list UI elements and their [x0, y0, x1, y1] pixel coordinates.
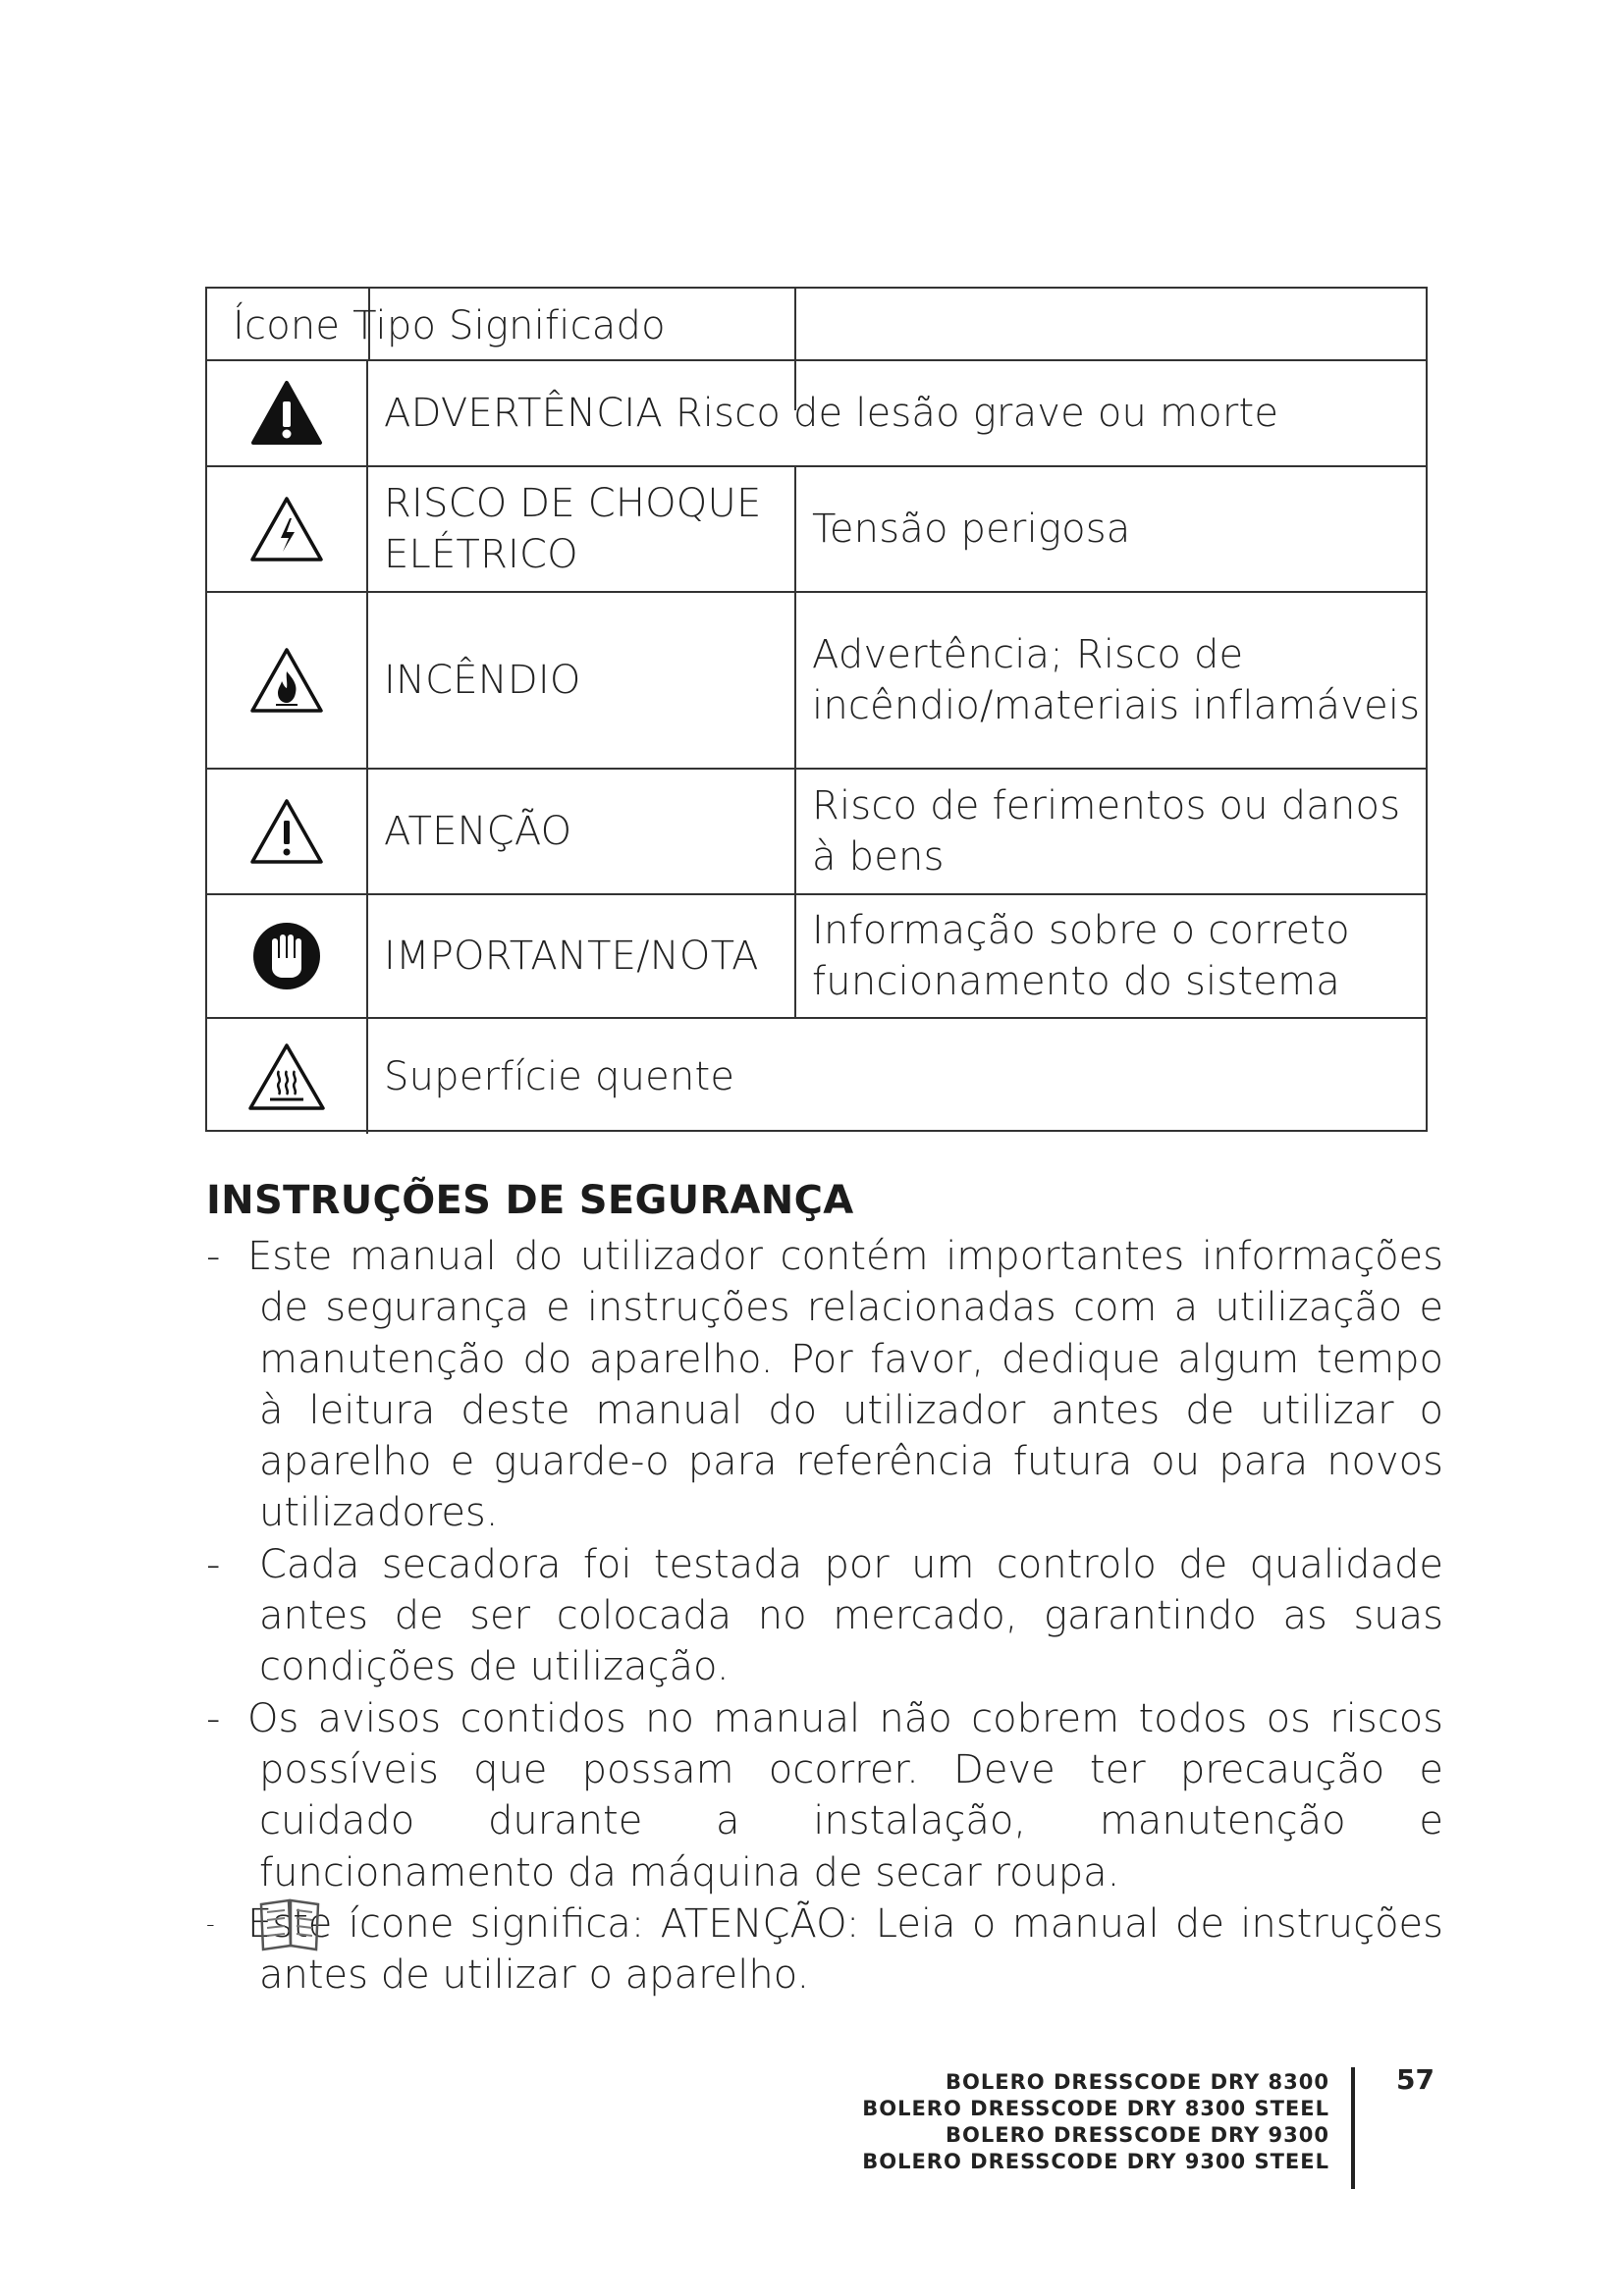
- footer-model: BOLERO DRESSCODE DRY 9300 STEEL: [862, 2150, 1329, 2173]
- footer-model: BOLERO DRESSCODE DRY 8300 STEEL: [862, 2097, 1329, 2120]
- row-type: IMPORTANTE/NOTA: [384, 934, 759, 979]
- row-meaning: Informação sobre o correto funcionamento do sistema: [812, 908, 1350, 1004]
- table-row: [207, 895, 1426, 1019]
- fire-icon: [207, 593, 368, 768]
- table-row: [207, 361, 1426, 467]
- table-row: [207, 1019, 1426, 1134]
- list-item: - Este ícone significa: ATENÇÃO: Leia o manual de instruções antes de utilizar o aparelho.: [206, 1898, 1443, 2002]
- row-type: ADVERTÊNCIA Risco de lesão grave ou morte: [384, 391, 1279, 436]
- caution-icon: [207, 770, 368, 893]
- row-type: Superfície quente: [384, 1053, 735, 1099]
- manual-book-icon: [257, 1895, 324, 1951]
- list-item-text: Cada secadora foi testada por um controlo de qualidade antes de ser colocada no mercado, garantindo as suas condições de utilização.: [259, 1541, 1443, 1690]
- hot-surface-icon: [207, 1019, 368, 1134]
- page-number: 57: [1396, 2063, 1435, 2096]
- table-header: Ícone Tipo Significado: [233, 303, 666, 348]
- row-type: INCÊNDIO: [384, 658, 581, 703]
- safety-list: [206, 1231, 1443, 2001]
- stop-hand-icon: [207, 895, 368, 1017]
- list-item-text: Os avisos contidos no manual não cobrem todos os riscos possíveis que possam ocorrer. Deve ter precaução e cuidado durante a instalação, manutenção e funcionamento da máquina de secar roupa.: [247, 1695, 1443, 1896]
- footer-model: BOLERO DRESSCODE DRY 9300: [946, 2123, 1329, 2147]
- table-header-row: [207, 289, 1426, 361]
- footer-models: [862, 2069, 1329, 2175]
- table-row: [207, 770, 1426, 895]
- row-meaning: Advertência; Risco de incêndio/materiais inflamáveis: [812, 632, 1421, 728]
- footer-model: BOLERO DRESSCODE DRY 8300: [946, 2070, 1329, 2094]
- row-type: ATENÇÃO: [384, 809, 572, 854]
- list-item-text: Este ícone significa: ATENÇÃO: Leia o manual de instruções antes de utilizar o aparelho.: [247, 1900, 1443, 1999]
- symbols-table: [205, 287, 1428, 1132]
- row-meaning: Risco de ferimentos ou danos à bens: [812, 783, 1401, 880]
- list-item-text: Este manual do utilizador contém importantes informações de segurança e instruções relacionadas com a utilização e manutenção do aparelho. Por favor, dedique algum tempo à leitura deste manual do utilizador antes de utilizar o aparelho e guarde-o para referência futura ou para novos utilizadores.: [247, 1234, 1443, 1536]
- list-item: - Este manual do utilizador contém importantes informações de segurança e instruções relacionadas com a utilização e manutenção do aparelho. Por favor, dedique algum tempo à leitura deste manual do utilizador antes de utilizar o aparelho e guarde-o para referência futura ou para novos utilizadores.: [206, 1231, 1443, 1539]
- table-row: [207, 467, 1426, 593]
- row-meaning: Tensão perigosa: [812, 507, 1131, 552]
- row-type: RISCO DE CHOQUE ELÉTRICO: [384, 481, 762, 577]
- warning-triangle-solid-icon: [207, 361, 368, 465]
- list-item: - Os avisos contidos no manual não cobrem todos os riscos possíveis que possam ocorrer. Deve ter precaução e cuidado durante a instalação, manutenção e funcionamento da máquina de secar roupa.: [206, 1693, 1443, 1898]
- section-title: INSTRUÇÕES DE SEGURANÇA: [206, 1178, 854, 1223]
- electric-shock-icon: [207, 467, 368, 591]
- table-row: [207, 593, 1426, 770]
- footer-divider: [1351, 2067, 1355, 2189]
- list-item: - Cada secadora foi testada por um controlo de qualidade antes de ser colocada no mercado, garantindo as suas condições de utilização.: [206, 1539, 1443, 1693]
